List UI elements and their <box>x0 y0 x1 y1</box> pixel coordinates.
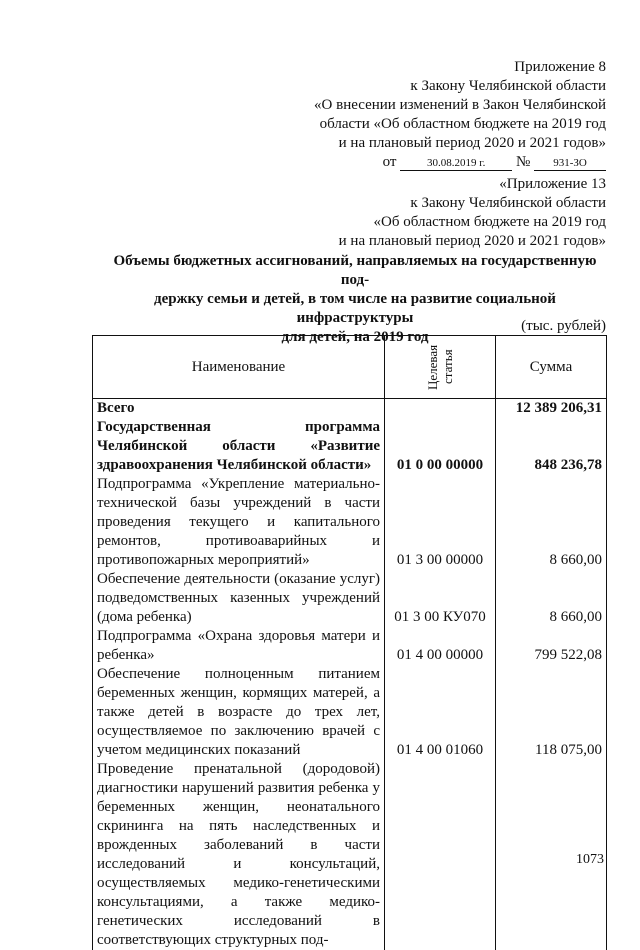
cell-sum: 8 660,00 <box>496 475 607 570</box>
cell-sum: 118 075,00 <box>496 665 607 760</box>
number-label: № <box>516 153 530 172</box>
cell-name: Подпрограмма «Укрепление материально-технической базы учреждений в части проведения текущего и капитального ремонтов, противоаварийных и противопожарных мероприятий» <box>93 475 385 570</box>
table-header-row <box>93 336 607 399</box>
cell-code <box>385 760 496 950</box>
cell-sum: 12 389 206,31 <box>496 399 607 419</box>
original-law-reference: к Закону Челябинской области <box>339 194 606 213</box>
units-label: (тыс. рублей) <box>521 318 606 335</box>
table-row <box>93 760 607 950</box>
cell-code <box>385 399 496 419</box>
title-line2: держку семьи и детей, в том числе на развитие социальной инфраструктуры <box>100 290 610 328</box>
law-name-line1: «О внесении изменений в Закон Челябинской <box>314 96 606 115</box>
title-line3: для детей, на 2019 год <box>100 328 610 347</box>
column-header-code <box>385 336 496 399</box>
law-number: 931-ЗО <box>534 156 606 171</box>
cell-code: 01 3 00 00000 <box>385 475 496 570</box>
annex-title: Приложение 8 <box>314 58 606 77</box>
cell-sum: 799 522,08 <box>496 627 607 665</box>
table-row <box>93 627 607 665</box>
budget-table <box>92 335 607 950</box>
column-header-code-text: Целевая статья <box>425 336 455 398</box>
original-annex-header <box>339 175 606 251</box>
original-law-name-line2: и на плановый период 2020 и 2021 годов» <box>339 232 606 251</box>
table-row <box>93 418 607 475</box>
table-row <box>93 570 607 627</box>
from-label: от <box>383 153 397 172</box>
cell-name: Обеспечение полноценным питанием беременных женщин, кормящих матерей, а также детей в возрасте до трех лет, осуществляемое по заключению врачей с учетом медицинских показаний <box>93 665 385 760</box>
law-name-line2: области «Об областном бюджете на 2019 год <box>314 115 606 134</box>
law-reference: к Закону Челябинской области <box>314 77 606 96</box>
law-name-line3: и на плановый период 2020 и 2021 годов» <box>314 134 606 153</box>
cell-name: Всего <box>93 399 385 419</box>
law-date: 30.08.2019 г. <box>400 156 512 171</box>
law-date-number <box>314 153 606 172</box>
column-header-name: Наименование <box>93 336 385 399</box>
cell-code: 01 0 00 00000 <box>385 418 496 475</box>
cell-code: 01 4 00 01060 <box>385 665 496 760</box>
cell-name: Обеспечение деятельности (оказание услуг) подведомственных казенных учреждений (дома ребенка) <box>93 570 385 627</box>
cell-sum: 8 660,00 <box>496 570 607 627</box>
original-law-name-line1: «Об областном бюджете на 2019 год <box>339 213 606 232</box>
cell-code: 01 3 00 КУ070 <box>385 570 496 627</box>
cell-name: Подпрограмма «Охрана здоровья матери и ребенка» <box>93 627 385 665</box>
cell-code: 01 4 00 00000 <box>385 627 496 665</box>
title-line1: Объемы бюджетных ассигнований, направляемых на государственную под- <box>100 252 610 290</box>
original-annex-title: «Приложение 13 <box>339 175 606 194</box>
cell-sum: 848 236,78 <box>496 418 607 475</box>
table-row <box>93 399 607 419</box>
page-number: 1073 <box>576 852 604 868</box>
cell-name: Государственная программа Челябинской области «Развитие здравоохранения Челябинской области» <box>93 418 385 475</box>
column-header-sum: Сумма <box>496 336 607 399</box>
cell-name: Проведение пренатальной (дородовой) диагностики нарушений развития ребенка у беременных женщин, неонатального скрининга на пять наследственных и врожденных заболеваний в части исследований и консультаций, осуществляемых медико-генетическими консультациями, а также медико-генетических исследований в соответствующих структурных под- <box>93 760 385 950</box>
annex-header <box>314 58 606 172</box>
table-row <box>93 665 607 760</box>
table-row <box>93 475 607 570</box>
table-body <box>93 399 607 950</box>
